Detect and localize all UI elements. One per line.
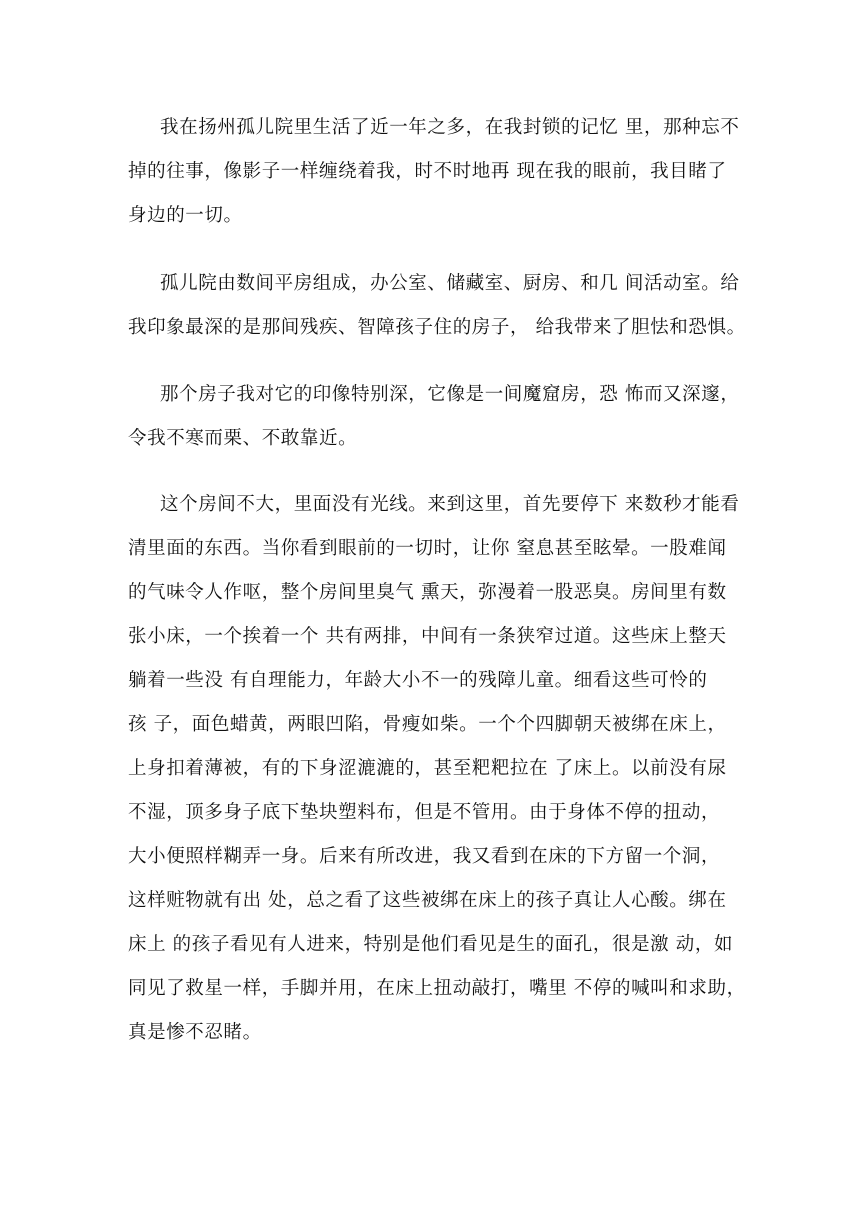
text-line: 令我不寒而栗、不敢靠近。 — [128, 428, 358, 449]
paragraph-3 — [128, 373, 738, 461]
text-line: 不湿，顶多身子底下垫块塑料布，但是不管用。由于身体不停的扭动， — [128, 802, 721, 823]
text-line: 掉的往事，像影子一样缠绕着我，时不时地再 现在我的眼前，我目睹了 — [128, 161, 727, 182]
text-line: 同见了救星一样，手脚并用，在床上扭动敲打，嘴里 不停的喊叫和求助， — [128, 978, 746, 999]
paragraph-4 — [128, 483, 746, 1055]
text-line: 这样赃物就有出 处，总之看了这些被绑在床上的孩子真让人心酸。绑在 — [128, 890, 727, 911]
text-line: 我印象最深的是那间残疾、智障孩子住的房子， 给我带来了胆怯和恐惧。 — [128, 317, 746, 338]
text-line: 大小便照样糊弄一身。后来有所改进，我又看到在床的下方留一个洞， — [128, 846, 721, 867]
text-line: 身边的一切。 — [128, 205, 243, 226]
text-line: 孩 子，面色蜡黄，两眼凹陷，骨瘦如柴。一个个四脚朝天被绑在床上， — [128, 714, 727, 735]
text-line: 真是惨不忍睹。 — [128, 1022, 262, 1043]
text-line: 床上 的孩子看见有人进来，特别是他们看见是生的面孔，很是激 动，如 — [128, 934, 734, 955]
text-line: 这个房间不大，里面没有光线。来到这里，首先要停下 来数秒才能看 — [160, 494, 740, 515]
text-line: 孤儿院由数间平房组成，办公室、储藏室、厨房、和几 间活动室。给 — [160, 273, 740, 294]
text-line: 那个房子我对它的印像特别深，它像是一间魔窟房，恐 怖而又深邃， — [160, 384, 740, 405]
text-line: 躺着一些没 有自理能力，年龄大小不一的残障儿童。细看这些可怜的 — [128, 670, 708, 691]
text-line: 我在扬州孤儿院里生活了近一年之多，在我封锁的记忆 里，那种忘不 — [160, 117, 740, 138]
text-line: 的气味令人作呕，整个房间里臭气 熏天，弥漫着一股恶臭。房间里有数 — [128, 582, 727, 603]
text-line: 上身扣着薄被，有的下身涩漉漉的，甚至粑粑拉在 了床上。以前没有尿 — [128, 758, 727, 779]
paragraph-1 — [128, 106, 738, 238]
text-line: 清里面的东西。当你看到眼前的一切时，让你 窒息甚至眩晕。一股难闻 — [128, 538, 727, 559]
text-line: 张小床，一个挨着一个 共有两排，中间有一条狭窄过道。这些床上整天 — [128, 626, 727, 647]
paragraph-2 — [128, 262, 746, 350]
